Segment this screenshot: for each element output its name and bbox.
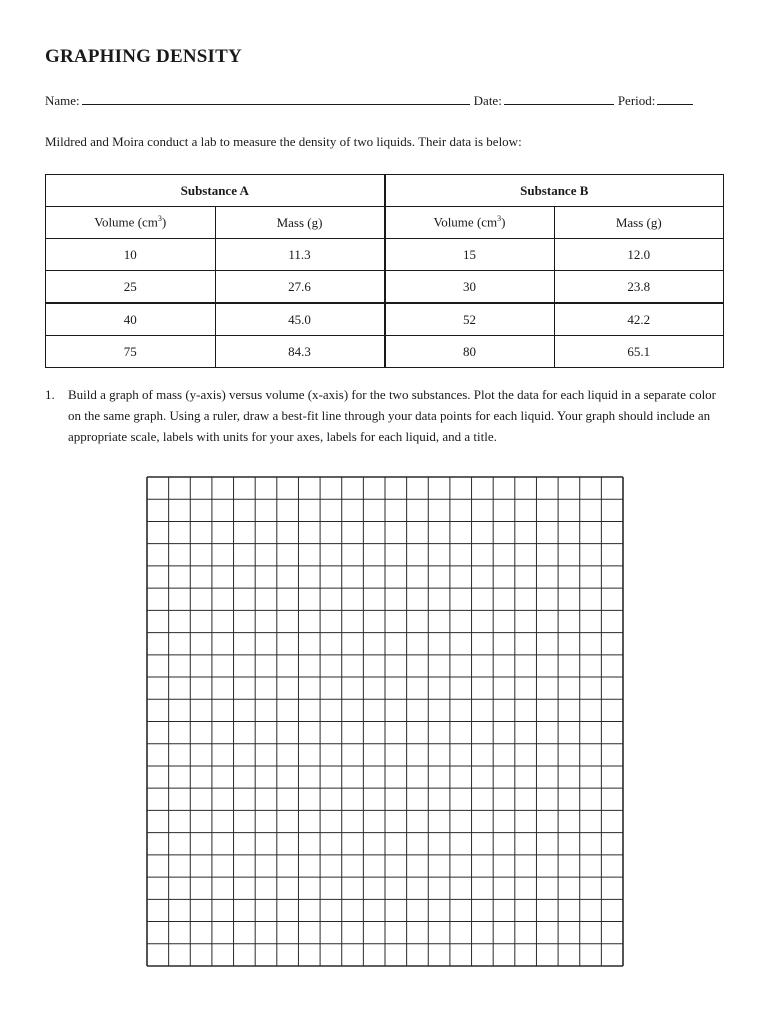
period-label: Period:	[617, 93, 656, 108]
a-mass-cell: 11.3	[215, 239, 385, 271]
a-volume-cell: 75	[46, 336, 216, 368]
student-info-line	[45, 93, 723, 109]
question-text: Build a graph of mass (y-axis) versus volume (x-axis) for the two substances. Plot the data for each liquid in a separate color on the same graph. Using a ruler, draw a best-fit line through your data points for each liquid. Your graph should include an appropriate scale, labels with units for your axes, labels for each liquid, and a title.	[68, 387, 717, 444]
a-volume-cell: 40	[46, 303, 216, 336]
b-volume-cell: 52	[385, 303, 555, 336]
a-mass-cell: 84.3	[215, 336, 385, 368]
b-volume-cell: 80	[385, 336, 555, 368]
table-row	[46, 239, 724, 271]
graph-paper-grid[interactable]	[146, 476, 624, 967]
a-mass-cell: 45.0	[215, 303, 385, 336]
b-mass-cell: 65.1	[554, 336, 724, 368]
period-field[interactable]	[657, 93, 693, 105]
b-mass-cell: 42.2	[554, 303, 724, 336]
name-field[interactable]	[82, 93, 470, 105]
table-row	[46, 303, 724, 336]
a-mass-cell: 27.6	[215, 271, 385, 304]
substance-a-mass-header: Mass (g)	[215, 207, 385, 239]
b-volume-cell: 15	[385, 239, 555, 271]
date-label: Date:	[473, 93, 502, 108]
table-row	[46, 336, 724, 368]
substance-b-header: Substance B	[385, 175, 724, 207]
question-1	[45, 384, 725, 447]
density-data-table	[45, 174, 724, 368]
a-volume-cell: 10	[46, 239, 216, 271]
date-field[interactable]	[504, 93, 614, 105]
b-volume-cell: 30	[385, 271, 555, 304]
substance-b-mass-header: Mass (g)	[554, 207, 724, 239]
substance-a-volume-header: Volume $(cm^3)$	[46, 207, 216, 239]
substance-a-header: Substance A	[46, 175, 385, 207]
intro-text: Mildred and Moira conduct a lab to measure the density of two liquids. Their data is below:	[45, 134, 522, 149]
substance-b-volume-header: Volume $(cm^3)$	[385, 207, 555, 239]
a-volume-cell: 25	[46, 271, 216, 304]
page-title: GRAPHING DENSITY	[45, 46, 242, 67]
name-label: Name:	[45, 93, 80, 108]
table-row	[46, 271, 724, 304]
question-number: 1.	[45, 387, 55, 402]
b-mass-cell: 23.8	[554, 271, 724, 304]
b-mass-cell: 12.0	[554, 239, 724, 271]
